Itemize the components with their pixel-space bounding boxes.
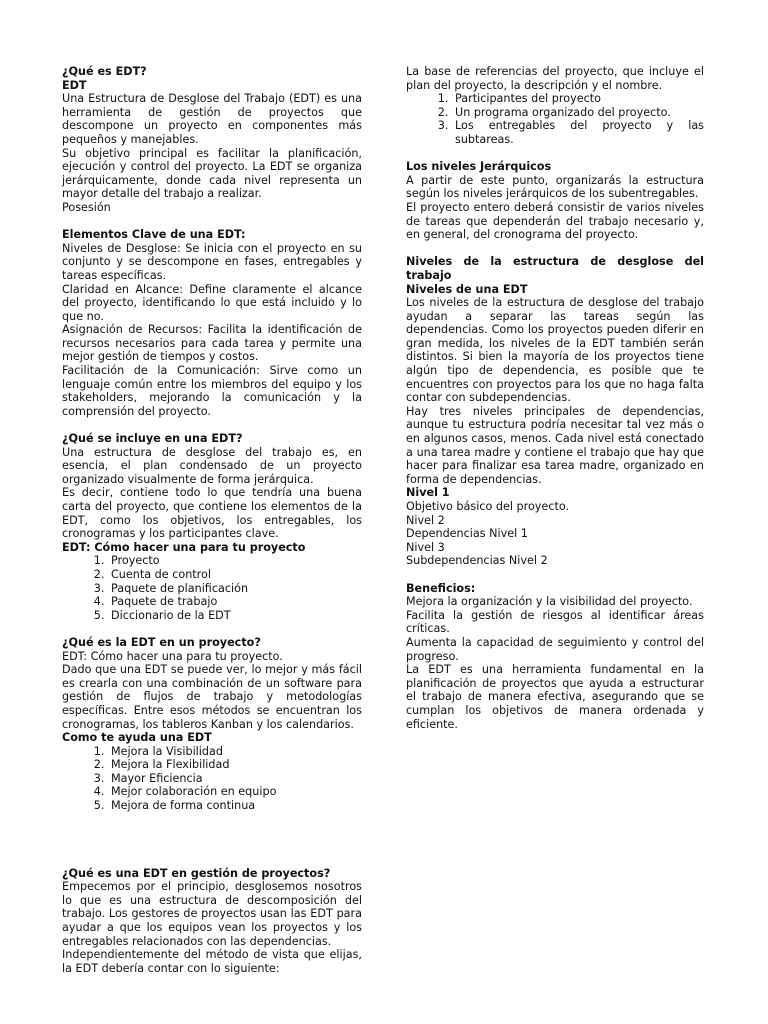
text-line: Dependencias Nivel 1 [406, 527, 528, 541]
paragraph: Mejora la organización y la visibilidad del proyecto. [406, 595, 693, 609]
heading-que-se-incluye: ¿Qué se incluye en una EDT? [62, 432, 243, 446]
list-item: 2. Cuenta de control [108, 568, 362, 582]
heading-beneficios: Beneficios: [406, 581, 476, 595]
paragraph: Claridad en Alcance: Define claramente el alcance del proyecto, identificando lo que está incluido y lo que no. [62, 282, 362, 323]
list-item: 4. Mejor colaboración en equipo [108, 785, 362, 799]
paragraph: Facilitación de la Comunicación: Sirve como un lenguaje común entre los miembros del equipo y los stakeholders, mejorando la comunicación y la comprensión del proyecto. [62, 364, 362, 418]
paragraph: EDT: Cómo hacer una para tu proyecto. [62, 649, 283, 663]
left-column [62, 65, 362, 975]
paragraph: Empecemos por el principio, desglosemos nosotros lo que es una estructura de descomposición del trabajo. Los gestores de proyectos usan las EDT para ayudar a que los equipos vean los proyectos y los entregables relacionados con las dependencias. [62, 880, 362, 948]
paragraph: Asignación de Recursos: Facilita la identificación de recursos necesarios para cada tarea y permite una mejor gestión de tiempos y costos. [62, 323, 362, 364]
how-list [62, 554, 362, 622]
paragraph: Hay tres niveles principales de dependencias, aunque tu estructura podría necesitar tal vez más o en algunos casos, menos. Cada nivel está conectado a una tarea madre y contiene el trabajo que hay que hacer para finalizar esa tarea madre, organizado en forma de dependencias. [406, 404, 704, 486]
list-item: 5. Diccionario de la EDT [108, 609, 362, 623]
paragraph: La base de referencias del proyecto, que incluye el plan del proyecto, la descripción y el nombre. [406, 65, 704, 92]
heading-como-te-ayuda: Como te ayuda una EDT [62, 731, 212, 745]
paragraph: Dado que una EDT se puede ver, lo mejor y más fácil es crearla con una combinación de un software para gestión de flujos de trabajo y metodologías específicas. Entre esos métodos se encuentran los cronogramas, los tableros Kanban y los calendarios. [62, 663, 362, 731]
paragraph: La EDT es una herramienta fundamental en la planificación de proyectos que ayuda a estructurar el trabajo de manera efectiva, asegurando que se cumplan los objetivos de manera ordenada y eficiente. [406, 663, 704, 731]
text-line: Nivel 3 [406, 540, 445, 554]
list-item: 2. Mejora la Flexibilidad [108, 758, 362, 772]
paragraph: A partir de este punto, organizarás la estructura según los niveles jerárquicos de los subentregables. [406, 173, 704, 201]
paragraph: Es decir, contiene todo lo que tendría una buena carta del proyecto, que contiene los elementos de la EDT, como los objetivos, los entregables, los cronogramas y los participantes clave. [62, 486, 362, 541]
text-line: Nivel 2 [406, 513, 445, 527]
heading-niveles-estructura: Niveles de la estructura de desglose del trabajo [406, 255, 704, 282]
paragraph: Facilita la gestión de riesgos al identificar áreas críticas. [406, 608, 704, 636]
text-line: Subdependencias Nivel 2 [406, 554, 548, 568]
heading-elementos-clave: Elementos Clave de una EDT: [62, 228, 246, 242]
list-item: 1. Proyecto [108, 554, 362, 568]
heading-como-hacer: EDT: Cómo hacer una para tu proyecto [62, 540, 306, 554]
list-item: 3. Los entregables del proyecto y las subtareas. [452, 119, 704, 146]
heading-niveles-jerarquicos: Los niveles Jerárquicos [406, 160, 552, 174]
paragraph: El proyecto entero deberá consistir de varios niveles de tareas que dependerán del trabajo necesario y, en general, del cronograma del proyecto. [406, 200, 704, 242]
right-column [406, 65, 704, 731]
heading-que-es-edt: ¿Qué es EDT? [62, 65, 147, 78]
heading-edt-en-proyecto: ¿Qué es la EDT en un proyecto? [62, 635, 261, 649]
list-item: 2. Un programa organizado del proyecto. [452, 106, 704, 120]
paragraph: Posesión [62, 200, 111, 214]
base-list [406, 92, 704, 146]
paragraph: Aumenta la capacidad de seguimiento y control del progreso. [406, 635, 704, 663]
subheading-niveles-edt: Niveles de una EDT [406, 282, 528, 296]
list-item: 5. Mejora de forma continua [108, 799, 362, 813]
help-list [62, 745, 362, 813]
paragraph: Su objetivo principal es facilitar la planificación, ejecución y control del proyecto. La EDT se organiza jerárquicamente, donde cada nivel representa un mayor detalle del trabajo a realizar. [62, 146, 362, 201]
list-item: 3. Paquete de planificación [108, 582, 362, 596]
list-item: 1. Mejora la Visibilidad [108, 745, 362, 759]
paragraph: Los niveles de la estructura de desglose del trabajo ayudan a separar las tareas según las dependencias. Como los proyectos pueden diferir en gran medida, los niveles de la EDT también serán distintos. Si bien la mayoría de los proyectos tiene algún tipo de dependencia, es posible que te encuentres con proyectos para los que no haga falta contar con subdependencias. [406, 296, 704, 405]
subheading-edt: EDT [62, 78, 87, 92]
paragraph: Independientemente del método de vista que elijas, la EDT debería contar con lo siguiente: [62, 948, 362, 975]
paragraph: Una Estructura de Desglose del Trabajo (EDT) es una herramienta de gestión de proyectos que descompone un proyecto en componentes más pequeños y manejables. [62, 92, 362, 146]
list-item: 4. Paquete de trabajo [108, 595, 362, 609]
heading-edt-gestion: ¿Qué es una EDT en gestión de proyectos? [62, 866, 331, 880]
list-item: 3. Mayor Eficiencia [108, 772, 362, 786]
paragraph: Niveles de Desglose: Se inicia con el proyecto en su conjunto y se descompone en fases, entregables y tareas específicas. [62, 241, 362, 282]
paragraph: Una estructura de desglose del trabajo es, en esencia, el plan condensado de un proyecto organizado visualmente de forma jerárquica. [62, 445, 362, 486]
list-item: 1. Participantes del proyecto [452, 92, 704, 106]
text-line: Objetivo básico del proyecto. [406, 500, 570, 513]
heading-nivel-1: Nivel 1 [406, 486, 450, 500]
